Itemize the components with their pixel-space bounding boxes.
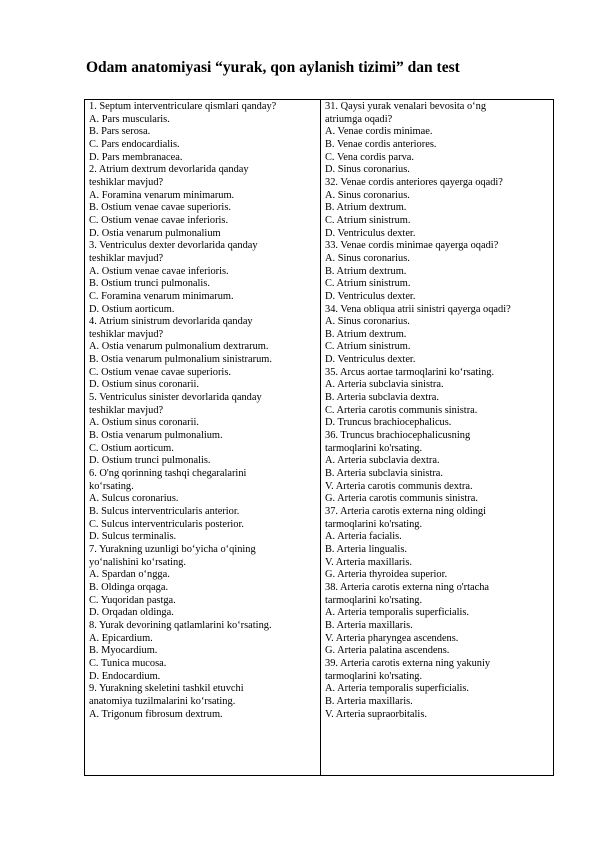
answer-option: A. Ostium venae cavae inferioris. [89, 265, 229, 277]
answer-option: B. Arteria maxillaris. [325, 619, 413, 631]
answer-option: A. Foramina venarum minimarum. [89, 189, 235, 201]
question-text-continued: teshiklar mavjud? [89, 328, 164, 340]
answer-option: G. Arteria palatina ascendens. [325, 645, 450, 657]
answer-option: C. Ostium venae cavae inferioris. [89, 214, 229, 226]
answer-option: D. Endocardium. [89, 670, 161, 682]
answer-option: G. Arteria thyroidea superior. [325, 569, 448, 581]
answer-option: B. Myocardium. [89, 645, 158, 657]
answer-option: A. Trigonum fibrosum dextrum. [89, 708, 223, 720]
question-text: 34. Vena obliqua atrii sinistri qayerga oqadi? [325, 303, 511, 315]
question-text-continued: yo‘nalishini ko‘rsating. [89, 556, 186, 568]
answer-option: A. Venae cordis minimae. [325, 126, 433, 138]
answer-option: C. Foramina venarum minimarum. [89, 290, 234, 302]
answer-option: B. Arteria subclavia sinistra. [325, 468, 444, 480]
answer-option: A. Sulcus coronarius. [89, 493, 179, 505]
answer-option: D. Ventriculus dexter. [325, 227, 416, 239]
answer-option: D. Truncus brachiocephalicus. [325, 417, 452, 429]
question-text-continued: teshiklar mavjud? [89, 252, 164, 264]
answer-option: B. Venae cordis anteriores. [325, 138, 437, 150]
answer-option: B. Atrium dextrum. [325, 265, 407, 277]
answer-option: D. Pars membranacea. [89, 151, 183, 163]
answer-option: C. Atrium sinistrum. [325, 341, 411, 353]
question-text-continued: anatomiya tuzilmalarini ko‘rsating. [89, 695, 236, 707]
answer-option: A. Sinus coronarius. [325, 189, 410, 201]
question-text: 7. Yurakning uzunligi bo‘yicha o‘qining [89, 543, 256, 555]
answer-option: C. Ostium aorticum. [89, 442, 174, 454]
answer-option: B. Ostium venae cavae superioris. [89, 202, 231, 214]
answer-option: A. Epicardium. [89, 632, 153, 644]
answer-option: D. Ostium trunci pulmonalis. [89, 455, 211, 467]
answer-option: A. Arteria subclavia sinistra. [325, 379, 444, 391]
question-text: 2. Atrium dextrum devorlarida qanday [89, 164, 249, 176]
answer-option: B. Arteria maxillaris. [325, 695, 413, 707]
question-text: 4. Atrium sinistrum devorlarida qanday [89, 316, 253, 328]
question-text-continued: teshiklar mavjud? [89, 404, 164, 416]
question-text: 9. Yurakning skeletini tashkil etuvchi [89, 683, 244, 695]
question-text-continued: atriumga oqadi? [325, 113, 393, 125]
answer-option: A. Arteria temporalis superficialis. [325, 607, 469, 619]
question-text: 6. O'ng qorinning tashqi chegaralarini [89, 468, 247, 480]
answer-option: B. Sulcus interventricularis anterior. [89, 506, 240, 517]
answer-option: D. Sinus coronarius. [325, 164, 410, 176]
right-column [321, 100, 553, 775]
answer-option: C. Yuqoridan pastga. [89, 594, 176, 606]
left-column [85, 100, 321, 775]
answer-option: A. Sinus coronarius. [325, 252, 410, 264]
question-text: 31. Qaysi yurak venalari bevosita o‘ng [325, 101, 487, 112]
question-text-continued: tarmoqlarini ko'rsating. [325, 670, 423, 682]
answer-option: C. Arteria carotis communis sinistra. [325, 404, 478, 416]
answer-option: C. Tunica mucosa. [89, 657, 167, 669]
answer-option: B. Ostium trunci pulmonalis. [89, 278, 210, 290]
question-text-continued: tarmoqlarini ko'rsating. [325, 442, 423, 454]
question-text: 37. Arteria carotis externa ning oldingi [325, 506, 487, 517]
answer-option: A. Spardan o‘ngga. [89, 569, 170, 581]
question-text-continued: tarmoqlarini ko'rsating. [325, 518, 423, 530]
answer-option: A. Arteria facialis. [325, 531, 402, 543]
question-text: 39. Arteria carotis externa ning yakuniy [325, 657, 491, 669]
question-text: 5. Ventriculus sinister devorlarida qanday [89, 392, 262, 404]
answer-option: C. Ostium venae cavae superioris. [89, 366, 231, 378]
question-text: 36. Truncus brachiocephalicusning [325, 430, 471, 442]
answer-option: A. Arteria temporalis superficialis. [325, 683, 469, 695]
answer-option: B. Atrium dextrum. [325, 328, 407, 340]
question-text-continued: tarmoqlarini ko'rsating. [325, 594, 423, 606]
question-text: 3. Ventriculus dexter devorlarida qanday [89, 240, 258, 252]
answer-option: A. Arteria subclavia dextra. [325, 455, 440, 467]
answer-option: C. Vena cordis parva. [325, 151, 414, 163]
question-text-continued: ko‘rsating. [89, 480, 134, 492]
question-text: 38. Arteria carotis externa ning o'rtacha [325, 581, 490, 593]
answer-option: V. Arteria supraorbitalis. [325, 708, 427, 720]
answer-option: B. Oldinga orqaga. [89, 581, 169, 593]
answer-option: V. Arteria carotis communis dextra. [325, 480, 473, 492]
answer-option: B. Ostia venarum pulmonalium. [89, 430, 223, 442]
question-text: 8. Yurak devorining qatlamlarini ko‘rsating. [89, 619, 272, 631]
test-table [84, 99, 554, 776]
answer-option: D. Ostia venarum pulmonalium [89, 227, 221, 239]
answer-option: D. Ostium aorticum. [89, 303, 175, 315]
question-text: 1. Septum interventriculare qismlari qanday? [89, 101, 277, 112]
answer-option: C. Atrium sinistrum. [325, 214, 411, 226]
answer-option: B. Pars serosa. [89, 126, 151, 138]
answer-option: G. Arteria carotis communis sinistra. [325, 493, 478, 505]
question-text-continued: teshiklar mavjud? [89, 176, 164, 188]
answer-option: V. Arteria pharyngea ascendens. [325, 632, 459, 644]
answer-option: D. Orqadan oldinga. [89, 607, 174, 619]
page-title: Odam anatomiyasi “yurak, qon aylanish tizimi” dan test [86, 59, 460, 76]
answer-option: B. Arteria lingualis. [325, 543, 407, 555]
answer-option: C. Sulcus interventricularis posterior. [89, 518, 244, 530]
answer-option: D. Ostium sinus coronarii. [89, 379, 199, 391]
answer-option: B. Atrium dextrum. [325, 202, 407, 214]
answer-option: D. Ventriculus dexter. [325, 354, 416, 366]
answer-option: D. Ventriculus dexter. [325, 290, 416, 302]
answer-option: B. Ostia venarum pulmonalium sinistrarum. [89, 354, 272, 366]
answer-option: D. Sulcus terminalis. [89, 531, 177, 543]
question-text: 35. Arcus aortae tarmoqlarini ko‘rsating. [325, 366, 495, 378]
answer-option: V. Arteria maxillaris. [325, 556, 412, 568]
answer-option: C. Atrium sinistrum. [325, 278, 411, 290]
question-text: 33. Venae cordis minimae qayerga oqadi? [325, 240, 499, 252]
answer-option: B. Arteria subclavia dextra. [325, 392, 439, 404]
question-text: 32. Venae cordis anteriores qayerga oqadi? [325, 176, 503, 188]
answer-option: C. Pars endocardialis. [89, 138, 180, 150]
answer-option: A. Ostia venarum pulmonalium dextrarum. [89, 341, 269, 353]
answer-option: A. Ostium sinus coronarii. [89, 417, 199, 429]
answer-option: A. Pars muscularis. [89, 113, 170, 125]
answer-option: A. Sinus coronarius. [325, 316, 410, 328]
